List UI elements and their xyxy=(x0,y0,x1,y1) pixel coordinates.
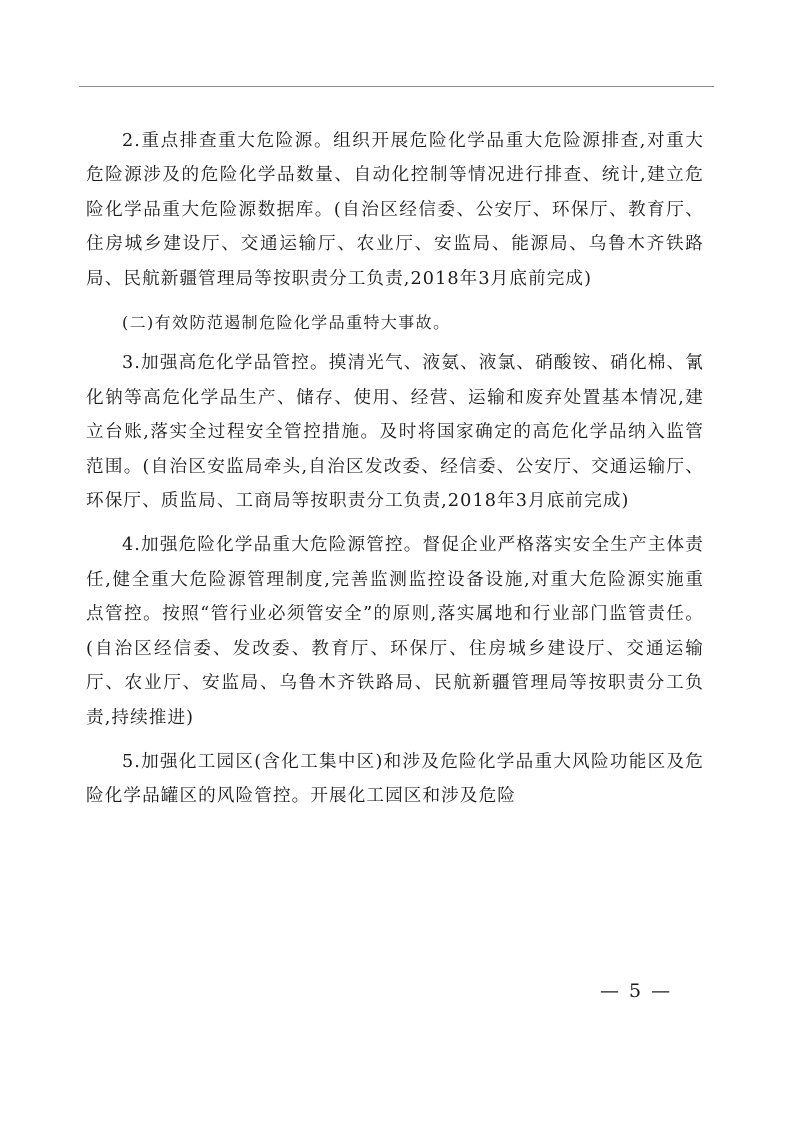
document-body xyxy=(86,124,704,824)
paragraph-item-2: 2.重点排查重大危险源。组织开展危险化学品重大危险源排查,对重大危险源涉及的危险化学品数量、自动化控制等情况进行排查、统计,建立危险化学品重大危险源数据库。(自治区经信委、公安厅、环保厅、教育厅、住房城乡建设厅、交通运输厅、农业厅、安监局、能源局、乌鲁木齐铁路局、民航新疆管理局等按职责分工负责,2018年3月底前完成) xyxy=(86,131,704,289)
paragraph-item-4: 4.加强危险化学品重大危险源管控。督促企业严格落实安全生产主体责任,健全重大危险源管理制度,完善监测监控设备设施,对重大危险源实施重点管控。按照“管行业必须管安全”的原则,落实属地和行业部门监管责任。(自治区经信委、发改委、教育厅、环保厅、住房城乡建设厅、交通运输厅、农业厅、安监局、乌鲁木齐铁路局、民航新疆管理局等按职责分工负责,持续推进) xyxy=(86,535,704,728)
section-heading-2: (二)有效防范遏制危险化学品重特大事故。 xyxy=(122,313,451,333)
header-rule xyxy=(79,86,714,87)
paragraph-item-5: 5.加强化工园区(含化工集中区)和涉及危险化学品重大风险功能区及危险化学品罐区的风险管控。开展化工园区和涉及危险 xyxy=(86,751,704,807)
paragraph-item-3: 3.加强高危化学品管控。摸清光气、液氨、液氯、硝酸铵、硝化棉、氰化钠等高危化学品生产、储存、使用、经营、运输和废弃处置基本情况,建立台账,落实全过程安全管控措施。及时将国家确定的高危化学品纳入监管范围。(自治区安监局牵头,自治区发改委、经信委、公安厅、交通运输厅、环保厅、质监局、工商局等按职责分工负责,2018年3月底前完成) xyxy=(86,353,704,512)
page-number: — 5 — xyxy=(600,980,673,1002)
